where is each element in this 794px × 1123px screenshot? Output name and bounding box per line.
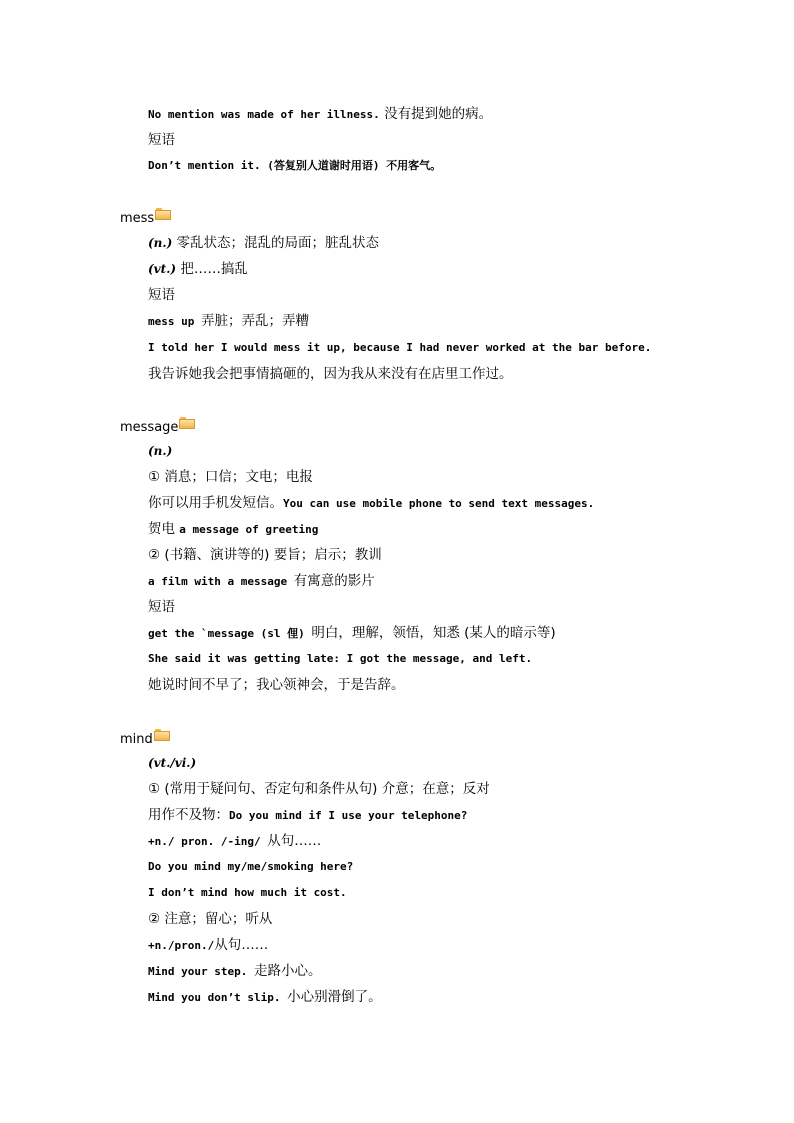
example-greeting xyxy=(148,521,318,538)
example-getting-late-zh xyxy=(148,677,405,694)
text-en: +n./ pron. /-ing/ xyxy=(148,835,268,848)
text-zh: 从句…… xyxy=(267,833,322,849)
phrase-mess-up xyxy=(148,313,309,330)
text-zh: 贺电 xyxy=(148,521,180,537)
text-zh: ① 消息；口信；文电；电报 xyxy=(148,469,313,485)
sense-2 xyxy=(148,547,382,564)
folder-icon xyxy=(155,208,171,220)
text-zh: 她说时间不早了；我心领神会，于是告辞。 xyxy=(148,677,405,693)
pos-tag: (n.) xyxy=(148,236,173,250)
example-telephone xyxy=(148,807,467,824)
sense-1 xyxy=(148,781,490,798)
pos-noun xyxy=(148,235,379,252)
pos-tag: (vt.) xyxy=(148,262,177,276)
text-en: Do you mind if I use your telephone? xyxy=(229,809,468,822)
pos-tag: (n.) xyxy=(148,444,173,458)
text-zh: ② 注意；留心；听从 xyxy=(148,911,273,927)
pos-verb xyxy=(148,755,196,772)
phrase-label xyxy=(148,599,175,616)
text-en: Do you mind my/me/smoking here? xyxy=(148,860,354,873)
pos-noun xyxy=(148,443,172,460)
text-zh: 短语 xyxy=(148,599,175,615)
pos-tag: (vt./vi.) xyxy=(148,756,197,770)
text-en: a message of greeting xyxy=(179,523,319,536)
example-mess-zh xyxy=(148,366,513,383)
sense-2 xyxy=(148,911,272,928)
text-zh: ① (常用于疑问句、否定句和条件从句) 介意；在意；反对 xyxy=(148,781,490,797)
entry-head-message xyxy=(120,417,195,436)
text-zh: 弄脏；弄乱；弄糟 xyxy=(200,313,309,329)
text-en: Mind you don’t slip. xyxy=(148,991,288,1004)
pos-verb xyxy=(148,261,248,278)
text-zh: ② (书籍、演讲等的) 要旨；启示；教训 xyxy=(148,547,382,563)
example-getting-late-en xyxy=(148,651,532,667)
text-en: +n./pron./ xyxy=(148,939,215,952)
folder-icon xyxy=(154,729,170,741)
text-en: No mention was made of her illness. xyxy=(148,108,380,121)
text-zh: 从句…… xyxy=(214,937,269,953)
text-zh: 短语 xyxy=(148,287,175,303)
text-en: Mind your step. xyxy=(148,965,254,978)
entry-head-mind xyxy=(120,729,170,748)
text-zh: 我告诉她我会把事情搞砸的，因为我从来没有在店里工作过。 xyxy=(148,366,513,382)
text-zh: 明白，理解，领悟，知悉 (某人的暗示等) xyxy=(311,625,556,641)
phrase-label xyxy=(148,287,175,304)
text-en: a film with a message xyxy=(148,575,294,588)
phrase-get-message xyxy=(148,625,556,642)
example-text-messages xyxy=(148,495,594,512)
example-mind-step xyxy=(148,963,321,980)
headword: mind xyxy=(120,732,153,747)
entry-head-mess xyxy=(120,208,171,227)
text-zh: 短语 xyxy=(148,132,175,148)
text-zh: 小心别滑倒了。 xyxy=(287,989,382,1005)
text-zh: 零乱状态；混乱的局面；脏乱状态 xyxy=(172,235,380,251)
text-zh: 走路小心。 xyxy=(253,963,322,979)
folder-icon xyxy=(179,417,195,429)
text-en: I don’t mind how much it cost. xyxy=(148,886,347,899)
sense-1 xyxy=(148,469,313,486)
text-zh: 有寓意的影片 xyxy=(293,573,375,589)
headword: mess xyxy=(120,211,155,226)
text-en: get the `message (sl 俚) xyxy=(148,627,312,640)
pattern-n-pron-clause xyxy=(148,937,268,954)
text-en: She said it was getting late: I got the message, and left. xyxy=(148,652,533,665)
text-en: mess up xyxy=(148,315,201,328)
example-film xyxy=(148,573,375,590)
pattern-n-pron-ing xyxy=(148,833,321,850)
text-en: I told her I would mess it up, because I had never worked at the bar before. xyxy=(148,341,652,354)
text-zh: 用作不及物： xyxy=(148,807,229,823)
example-smoking xyxy=(148,859,353,875)
example-cost xyxy=(148,885,347,901)
example-no-mention xyxy=(148,106,492,123)
headword: message xyxy=(120,420,179,435)
phrase-dont-mention xyxy=(148,158,441,174)
text-en: Don’t mention it. (答复别人道谢时用语) 不用客气。 xyxy=(148,159,442,172)
text-zh: 没有提到她的病。 xyxy=(379,106,493,122)
text-zh: 你可以用手机发短信。 xyxy=(148,495,283,511)
text-en: You can use mobile phone to send text messages. xyxy=(283,497,595,510)
text-zh: 把……搞乱 xyxy=(176,261,248,277)
example-mess-en xyxy=(148,340,651,356)
example-slip xyxy=(148,989,382,1006)
phrase-label xyxy=(148,132,175,149)
